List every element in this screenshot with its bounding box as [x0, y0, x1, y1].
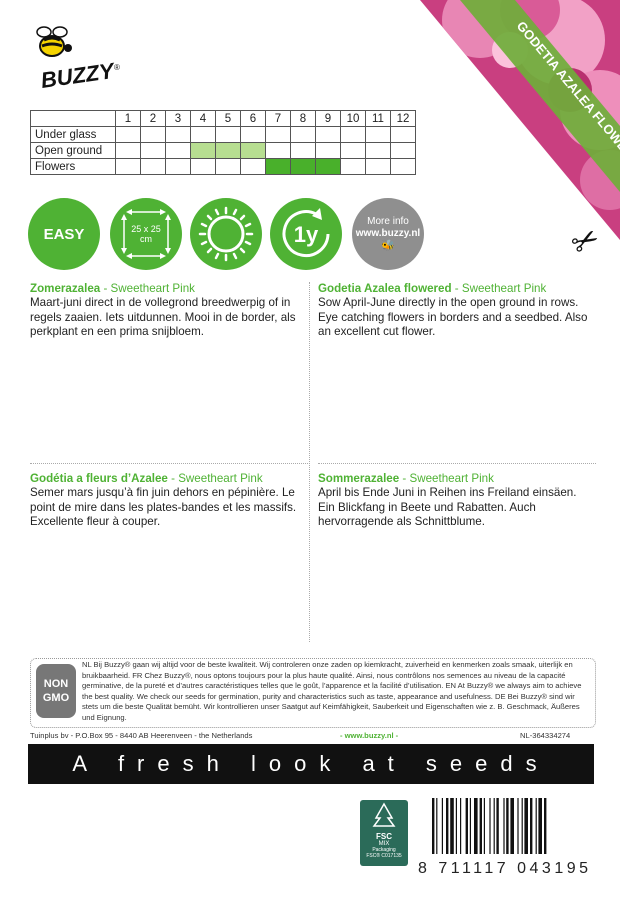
annual-icon: [270, 198, 342, 270]
product-code: NL-364334274: [520, 731, 571, 740]
easy-badge: EASY: [28, 198, 100, 270]
more-info-badge[interactable]: More info www.buzzy.nl 🐝: [352, 198, 424, 270]
barcode-number: 8 711117 043195: [418, 860, 592, 877]
text-fr: Godétia a fleurs d’Azalee - Sweetheart Pink Semer mars jusqu’à fin juin dehors en pépinière. Le point de mire dans les plates-bandes et les massifs. Excellente fleur à couper.: [30, 472, 297, 529]
website-link[interactable]: - www.buzzy.nl -: [340, 731, 399, 740]
calendar-header: 1 2 3 4 5 6 7 8 9 10 11 12: [31, 111, 416, 127]
buzzy-logo: [30, 26, 130, 96]
non-gmo-badge: NON GMO: [36, 664, 76, 718]
company-address: Tuinplus bv - P.O.Box 95 - 8440 AB Heerenveen - the Netherlands: [30, 731, 253, 740]
text-de: Sommerazalee - Sweetheart Pink April bis Ende Juni in Reihen ins Freiland einsäen. Ein Blickfang in Beete und Rabatten. Auch hervorragende als Schnittblume.: [318, 472, 577, 529]
barcode: [430, 798, 590, 854]
divider: [318, 463, 596, 464]
full-sun-icon: [190, 198, 262, 270]
calendar-row-under-glass: Under glass: [31, 127, 416, 143]
flower-photo: [420, 0, 620, 240]
slogan-bar: A fresh look at seeds: [28, 744, 594, 784]
calendar-row-open-ground: Open ground: [31, 143, 416, 159]
fsc-logo: FSC MIX Packaging FSC® C017135: [360, 800, 408, 866]
svg-text:1y: 1y: [293, 222, 319, 247]
quality-statement: NL Bij Buzzy® gaan wij altijd voor de beste kwaliteit. Wij controleren onze zaden op kiemkracht, zuiverheid en kenmerken zoals smaak, uiterlijk en bruikbaarheid. FR Chez Buzzy®, nous optons toujours pour la plus haute qualité. Ainsi, nous contrôlons nos semences au niveau de la capacité germinative, de la pureté et d’autres caractéristiques telles que le goût, l’apparence et la facilité d’utilisation. EN At Buzzy® we always aim to achieve the best quality. We check our seeds for germination, purity and characteristics such as taste, appearance and usefulness. DE Bei Buzzy® sind wir stets um die beste Qualität bemüht. Wir kontrollieren unser Saatgut auf Keimfähigkeit, Sauberkeit und Eigenschaften wie z. B. Geschmack, Äußeres und Eignung.: [82, 660, 582, 722]
svg-text:®: ®: [114, 63, 120, 72]
column-divider: [309, 282, 311, 642]
calendar-row-flowers: Flowers: [31, 159, 416, 175]
spacing-icon: 25 x 25 cm: [110, 198, 182, 270]
brand-wordmark: BUZZY: [39, 57, 116, 93]
divider: [30, 463, 308, 464]
text-nl: Zomerazalea - Sweetheart Pink Maart-juni direct in de vollegrond breedwerpig of in regels zaaien. Iets uitdunnen. Mooi in de border, als perkplant en een prima snijbloem.: [30, 282, 296, 339]
bee-icon: 🐝: [381, 240, 395, 252]
sowing-calendar: [30, 110, 416, 175]
text-en: Godetia Azalea flowered - Sweetheart Pink Sow April-June directly in the open ground in rows. Eye catching flowers in borders and a seedbed. Also an excellent cut flower.: [318, 282, 588, 339]
scissors-icon: ✂: [564, 218, 607, 264]
